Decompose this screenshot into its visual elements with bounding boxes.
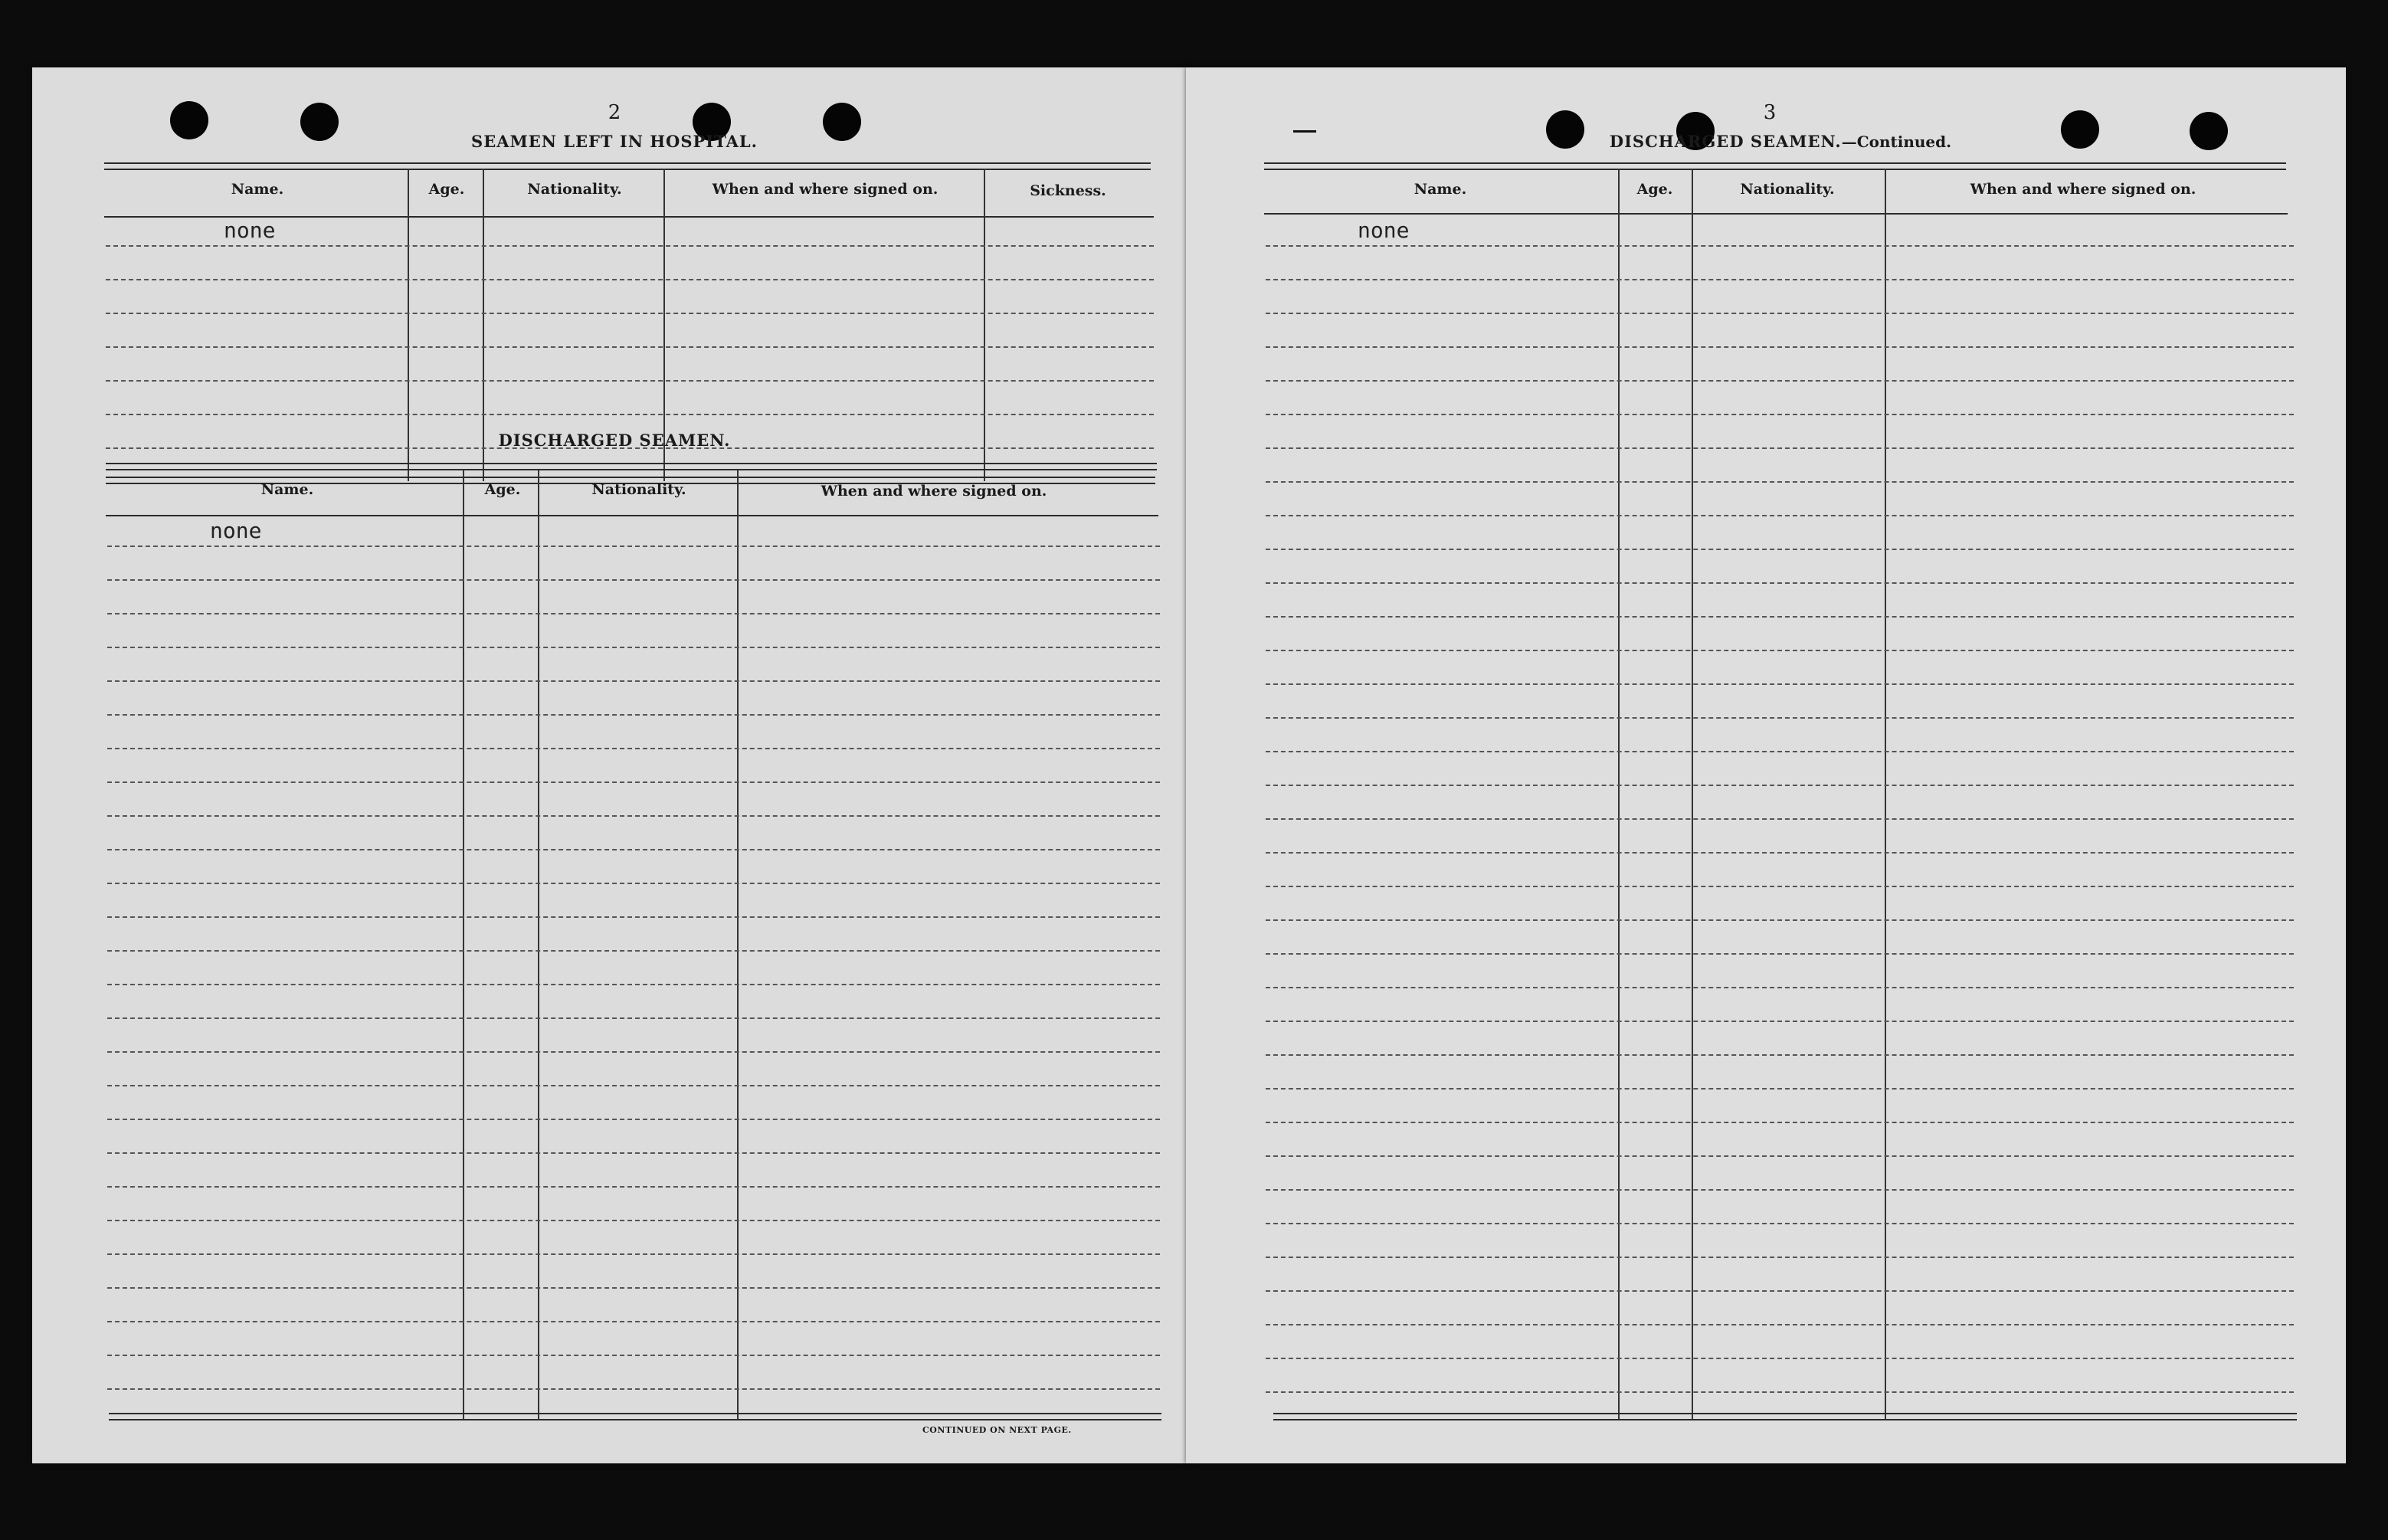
title-main: DISCHARGED SEAMEN.: [1609, 132, 1842, 151]
ruled-line: [1266, 313, 2294, 314]
ruled-line: [107, 613, 1160, 614]
page-number: 3: [1763, 101, 1777, 124]
col-header-nationality: Nationality.: [591, 481, 686, 498]
scan-mark: [1293, 130, 1316, 133]
ruled-line: [107, 815, 1160, 817]
ruled-line: [1266, 1189, 2294, 1191]
ruled-line: [1266, 751, 2294, 752]
ruled-line: [106, 414, 1154, 415]
ruled-line: [106, 346, 1154, 348]
ruled-line: [107, 916, 1160, 918]
ruled-line: [1266, 1155, 2294, 1157]
column-divider: [1692, 169, 1693, 1419]
title-continued: —Continued.: [1841, 133, 1952, 151]
ruled-line: [107, 546, 1160, 547]
left-page: [32, 67, 1191, 1463]
ruled-line: [107, 1355, 1160, 1356]
col-header-name: Name.: [231, 181, 284, 198]
ruled-line: [1266, 279, 2294, 280]
ruled-line: [1266, 1257, 2294, 1258]
punch-hole: [2190, 112, 2228, 150]
ruled-line: [107, 1051, 1160, 1053]
ruled-line: [1266, 919, 2294, 921]
ruled-line: [107, 1017, 1160, 1019]
ruled-line: [1266, 1223, 2294, 1224]
discharged-entry: none: [210, 518, 262, 543]
col-header-signed-on: When and where signed on.: [712, 181, 938, 198]
ruled-line: [1266, 1054, 2294, 1056]
ruled-line: [1266, 414, 2294, 415]
ruled-line: [1266, 1324, 2294, 1325]
ruled-line: [107, 748, 1160, 749]
col-header-name: Name.: [1413, 181, 1467, 198]
ruled-line: [1266, 852, 2294, 854]
ruled-line: [107, 1220, 1160, 1221]
ruled-line: [1266, 683, 2294, 685]
ruled-line: [107, 579, 1160, 581]
discharged-entry: none: [1358, 218, 1410, 243]
ruled-line: [107, 1321, 1160, 1322]
ruled-line: [106, 313, 1154, 314]
ruled-line: [1266, 447, 2294, 449]
ruled-line: [107, 984, 1160, 985]
ruled-line: [1266, 582, 2294, 584]
ruled-line: [1266, 1021, 2294, 1022]
column-divider: [984, 169, 985, 481]
ruled-line: [1266, 1290, 2294, 1292]
ruled-line: [107, 680, 1160, 682]
page-title: [1574, 132, 1987, 151]
ruled-line: [107, 781, 1160, 783]
ruled-line: [107, 849, 1160, 850]
ruled-line: [1266, 245, 2294, 247]
punch-hole: [170, 101, 208, 139]
col-header-nationality: Nationality.: [527, 181, 622, 198]
ruled-line: [1266, 616, 2294, 618]
ruled-line: [1266, 481, 2294, 483]
ruled-line: [1266, 1088, 2294, 1089]
ruled-line: [106, 380, 1154, 382]
punch-hole: [2061, 110, 2099, 149]
hospital-section-title: SEAMEN LEFT IN HOSPITAL.: [471, 132, 758, 151]
punch-hole: [300, 103, 339, 141]
column-divider: [1885, 169, 1886, 1419]
discharged-section-title: DISCHARGED SEAMEN.: [498, 431, 731, 450]
ruled-line: [107, 714, 1160, 716]
col-header-age: Age.: [484, 481, 521, 498]
header-rule: [1264, 213, 2288, 215]
ruled-line: [107, 950, 1160, 952]
page-number: 2: [608, 101, 621, 124]
column-divider: [408, 169, 409, 481]
ruled-line: [1266, 1391, 2294, 1393]
ruled-line: [107, 1186, 1160, 1188]
ruled-line: [107, 1085, 1160, 1086]
ruled-line: [1266, 953, 2294, 955]
ruled-line: [1266, 515, 2294, 516]
col-header-sickness: Sickness.: [1030, 182, 1106, 199]
ruled-line: [107, 1253, 1160, 1255]
col-header-signed-on: When and where signed on.: [1970, 181, 2196, 198]
punch-hole: [823, 103, 861, 141]
ruled-line: [106, 279, 1154, 280]
double-rule: [104, 162, 1151, 170]
ruled-line: [107, 1388, 1160, 1390]
ruled-line: [1266, 346, 2294, 348]
right-page: [1186, 67, 2346, 1463]
double-rule: [106, 463, 1157, 470]
col-header-signed-on: When and where signed on.: [821, 483, 1047, 500]
hospital-entry: none: [224, 218, 276, 243]
ruled-line: [106, 245, 1154, 247]
ruled-line: [107, 1287, 1160, 1289]
col-header-name: Name.: [260, 481, 314, 498]
ruled-line: [1266, 785, 2294, 786]
col-header-age: Age.: [428, 181, 465, 198]
double-rule: [1273, 1413, 2297, 1420]
ruled-line: [1266, 886, 2294, 887]
ruled-line: [107, 1119, 1160, 1120]
header-rule: [106, 515, 1158, 516]
col-header-age: Age.: [1636, 181, 1673, 198]
double-rule: [1264, 162, 2286, 170]
ruled-line: [107, 883, 1160, 884]
ruled-line: [1266, 1122, 2294, 1123]
ruled-line: [1266, 987, 2294, 988]
ruled-line: [1266, 380, 2294, 382]
double-rule: [109, 1413, 1161, 1420]
ruled-line: [1266, 650, 2294, 651]
column-divider: [1618, 169, 1620, 1419]
ruled-line: [1266, 818, 2294, 820]
col-header-nationality: Nationality.: [1740, 181, 1835, 198]
ruled-line: [107, 647, 1160, 648]
ruled-line: [107, 1152, 1160, 1154]
ruled-line: [1266, 549, 2294, 550]
ruled-line: [1266, 717, 2294, 719]
ruled-line: [1266, 1358, 2294, 1359]
continued-note: CONTINUED ON NEXT PAGE.: [922, 1425, 1072, 1435]
